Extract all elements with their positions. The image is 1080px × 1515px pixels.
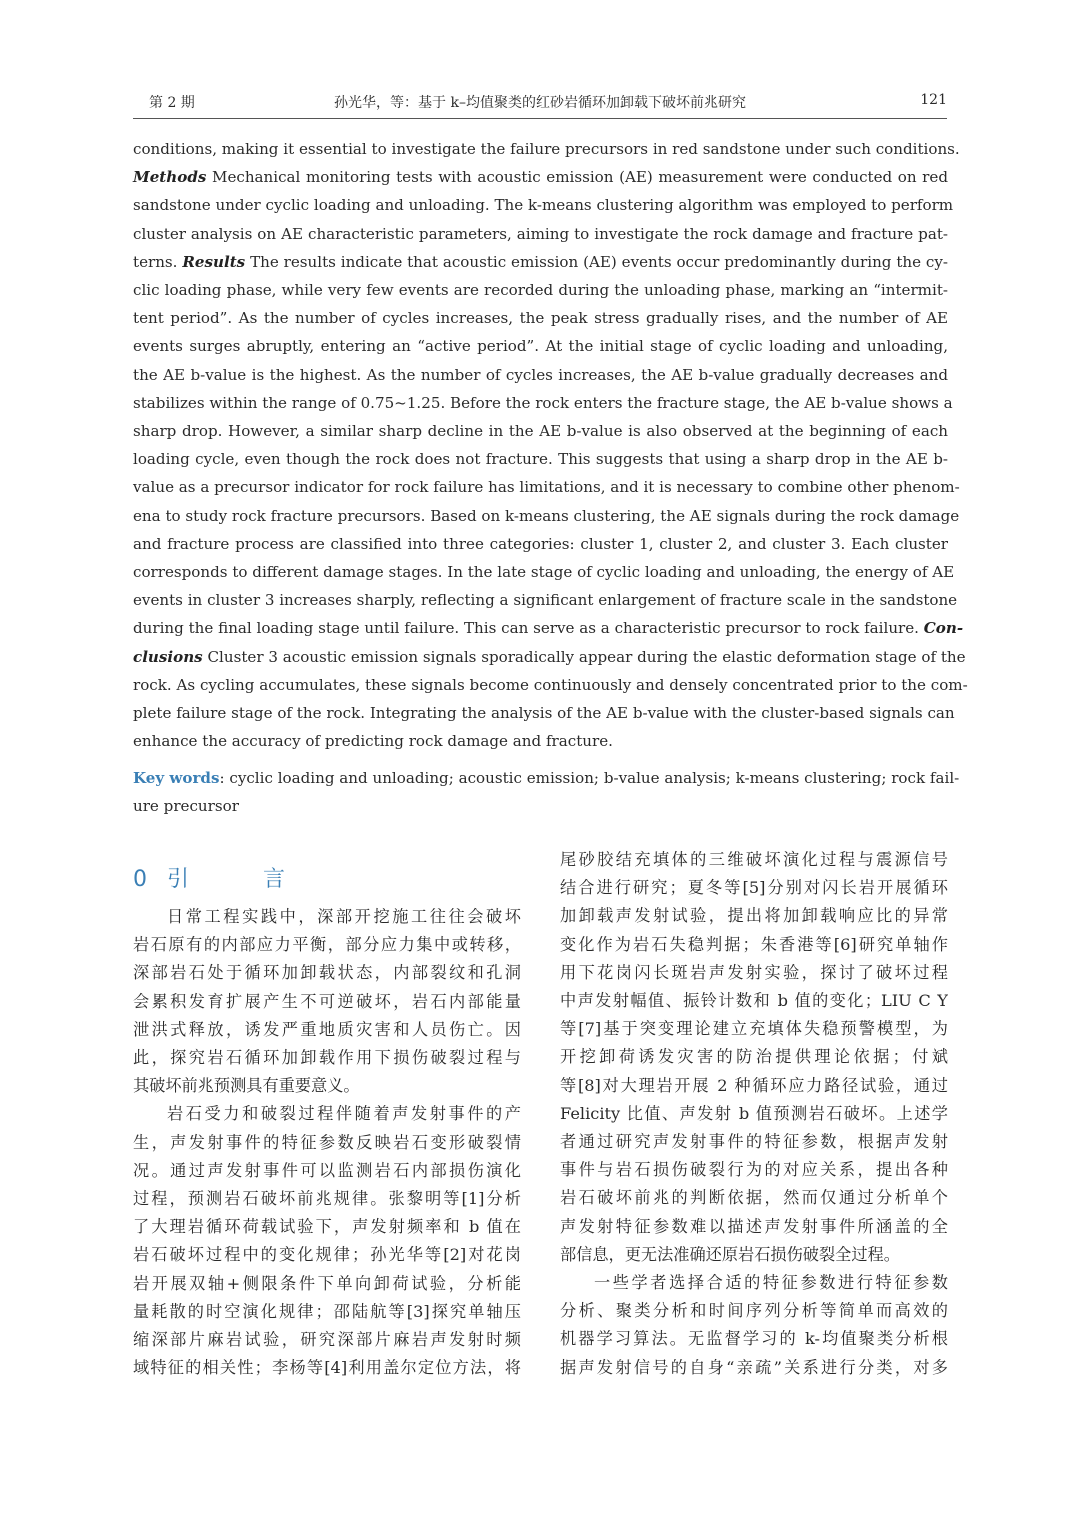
body-line: 生，声发射事件的特征参数反映岩石变形破裂情 — [133, 1132, 521, 1152]
body-line: 岩石破坏前兆的判断依据，然而仅通过分析单个 — [560, 1188, 948, 1208]
keywords — [133, 764, 960, 820]
keywords-list-continued: ure precursor — [133, 797, 239, 816]
abstract-line: loading cycle, even though the rock does not fracture. This suggests that using a sharp drop in the AE b- — [133, 450, 948, 469]
body-line: 泄洪式释放，诱发严重地质灾害和人员伤亡。因 — [133, 1019, 521, 1039]
abstract-line: corresponds to different damage stages. In the late stage of cyclic loading and unloading, the energy of AE — [133, 563, 955, 582]
body-line: 结合进行研究；夏冬等[5]分别对闪长岩开展循环 — [560, 878, 948, 898]
abstract-line: clusions Cluster 3 acoustic emission signals sporadically appear during the elastic deformation stage of the — [133, 647, 966, 666]
section-title: 引 言 — [167, 867, 312, 892]
abstract-line: and fracture process are classified into three categories: cluster 1, cluster 2, and cluster 3. Each cluster — [133, 534, 948, 553]
running-header — [133, 88, 947, 119]
body-line: 变化作为岩石失稳判据；朱香港等[6]研究单轴作 — [560, 934, 948, 954]
abstract-line: Methods Mechanical monitoring tests with acoustic emission (AE) measurement were conducted on red — [133, 168, 948, 187]
body-line: 了大理岩循环荷载试验下，声发射频率和 b 值在 — [133, 1217, 521, 1237]
abstract-line: cluster analysis on AE characteristic parameters, aiming to investigate the rock damage and fracture pat- — [133, 224, 948, 243]
abstract-line: the AE b-value is the highest. As the number of cycles increases, the AE b-value gradually decreases and — [133, 365, 948, 384]
body-line: 尾砂胶结充填体的三维破坏演化过程与震源信号 — [560, 850, 948, 869]
body-line: 等[8]对大理岩开展 2 种循环应力路径试验，通过 — [560, 1075, 948, 1095]
body-line: 加卸载声发射试验，提出将加卸载响应比的异常 — [560, 906, 948, 926]
results-tag: Results — [182, 252, 246, 271]
abstract-line: enhance the accuracy of predicting rock damage and fracture. — [133, 732, 613, 751]
body-line: 一些学者选择合适的特征参数进行特征参数 — [594, 1273, 948, 1293]
body-line: 事件与岩石损伤破裂行为的对应关系，提出各种 — [560, 1160, 948, 1180]
body-line: 者通过研究声发射事件的特征参数，根据声发射 — [560, 1132, 948, 1152]
abstract-line: clic loading phase, while very few events are recorded during the unloading phase, marking an “intermit- — [133, 281, 948, 300]
body-line: 深部岩石处于循环加卸载状态，内部裂纹和孔洞 — [133, 963, 521, 983]
abstract-line: plete failure stage of the rock. Integrating the analysis of the AE b-value with the cluster-based signals can — [133, 704, 955, 723]
abstract-line: terns. Results The results indicate that acoustic emission (AE) events occur predominantly during the cy- — [133, 252, 948, 271]
abstract-line: conditions, making it essential to investigate the failure precursors in red sandstone under such conditions. — [133, 140, 960, 158]
body-line: 中声发射幅值、振铃计数和 b 值的变化；LIU C Y — [560, 991, 948, 1011]
left-column — [133, 903, 521, 1382]
body-line: 据声发射信号的自身“亲疏”关系进行分类，对多 — [560, 1357, 948, 1377]
body-line: 岩石受力和破裂过程伴随着声发射事件的产 — [167, 1104, 521, 1124]
body-line: 分析、聚类分析和时间序列分析等简单而高效的 — [560, 1301, 948, 1321]
body-line: 此，探究岩石循环加卸载作用下损伤破裂过程与 — [133, 1048, 521, 1068]
body-line: 过程，预测岩石破坏前兆规律。张黎明等[1]分析 — [133, 1189, 521, 1209]
section-heading — [133, 862, 311, 893]
methods-tag: Methods — [133, 168, 207, 187]
conclusions-tag-part1: Con- — [923, 619, 964, 638]
abstract-line: stabilizes within the range of 0.75~1.25. Before the rock enters the fracture stage, the AE b-value shows a — [133, 393, 953, 412]
abstract-line: events surges abruptly, entering an “active period”. At the initial stage of cyclic loading and unloading, — [133, 337, 948, 356]
keywords-list: : cyclic loading and unloading; acoustic emission; b-value analysis; k-means clustering; rock fail- — [219, 769, 960, 787]
body-line: 开挖卸荷诱发灾害的防治提供理论依据；付斌 — [560, 1047, 948, 1067]
body-line: 机器学习算法。无监督学习的 k-均值聚类分析根 — [560, 1329, 948, 1349]
body-line: 日常工程实践中，深部开挖施工往往会破坏 — [167, 907, 521, 926]
body-line: 岩开展双轴+侧限条件下单向卸荷试验，分析能 — [133, 1273, 521, 1293]
english-abstract — [133, 135, 968, 755]
abstract-line: events in cluster 3 increases sharply, reflecting a significant enlargement of fracture scale in the sandstone — [133, 591, 958, 610]
abstract-line: sharp drop. However, a similar sharp decline in the AE b-value is also observed at the beginning of each — [133, 422, 948, 441]
abstract-line: tent period”. As the number of cycles increases, the peak stress gradually rises, and the number of AE — [133, 309, 948, 328]
body-line: 量耗散的时空演化规律；邵陆航等[3]探究单轴压 — [133, 1301, 521, 1321]
body-line: 会累积发育扩展产生不可逆破坏，岩石内部能量 — [133, 991, 521, 1011]
conclusions-tag-part2: clusions — [133, 647, 203, 666]
keywords-label: Key words — [133, 769, 220, 787]
right-column — [560, 846, 948, 1382]
body-line: 缩深部片麻岩试验，研究深部片麻岩声发射时频 — [133, 1330, 521, 1350]
section-number: 0 — [133, 867, 149, 892]
body-line: 域特征的相关性；李杨等[4]利用盖尔定位方法，将 — [133, 1358, 521, 1378]
body-line: 用下花岗闪长斑岩声发射实验，探讨了破坏过程 — [560, 962, 948, 982]
abstract-line: value as a precursor indicator for rock failure has limitations, and it is necessary to combine other phenom- — [133, 478, 960, 497]
abstract-line: ena to study rock fracture precursors. Based on k-means clustering, the AE signals during the rock damage — [133, 506, 960, 525]
page-number: 121 — [920, 92, 947, 108]
body-line: 其破坏前兆预测具有重要意义。 — [133, 1076, 360, 1096]
body-line: 等[7]基于突变理论建立充填体失稳预警模型，为 — [560, 1019, 948, 1039]
body-line: 况。通过声发射事件可以监测岩石内部损伤演化 — [133, 1160, 521, 1180]
body-line: 岩石破坏过程中的变化规律；孙光华等[2]对花岗 — [133, 1245, 521, 1265]
abstract-line: sandstone under cyclic loading and unloading. The k-means clustering algorithm was employed to perform — [133, 196, 954, 215]
body-line: 声发射特征参数难以描述声发射事件所涵盖的全 — [560, 1216, 948, 1236]
running-title: 孙光华，等：基于 k–均值聚类的红砂岩循环加卸载下破坏前兆研究 — [334, 95, 746, 111]
issue-number: 第 2 期 — [149, 95, 195, 111]
body-line: Felicity 比值、声发射 b 值预测岩石破坏。上述学 — [560, 1103, 948, 1123]
body-line: 部信息，更无法准确还原岩石损伤破裂全过程。 — [560, 1244, 900, 1264]
body-line: 岩石原有的内部应力平衡，部分应力集中或转移， — [133, 935, 521, 955]
abstract-line: during the final loading stage until failure. This can serve as a characteristic precursor to rock failure. Con- — [133, 619, 964, 638]
abstract-line: rock. As cycling accumulates, these signals become continuously and densely concentrated prior to the com- — [133, 675, 968, 694]
